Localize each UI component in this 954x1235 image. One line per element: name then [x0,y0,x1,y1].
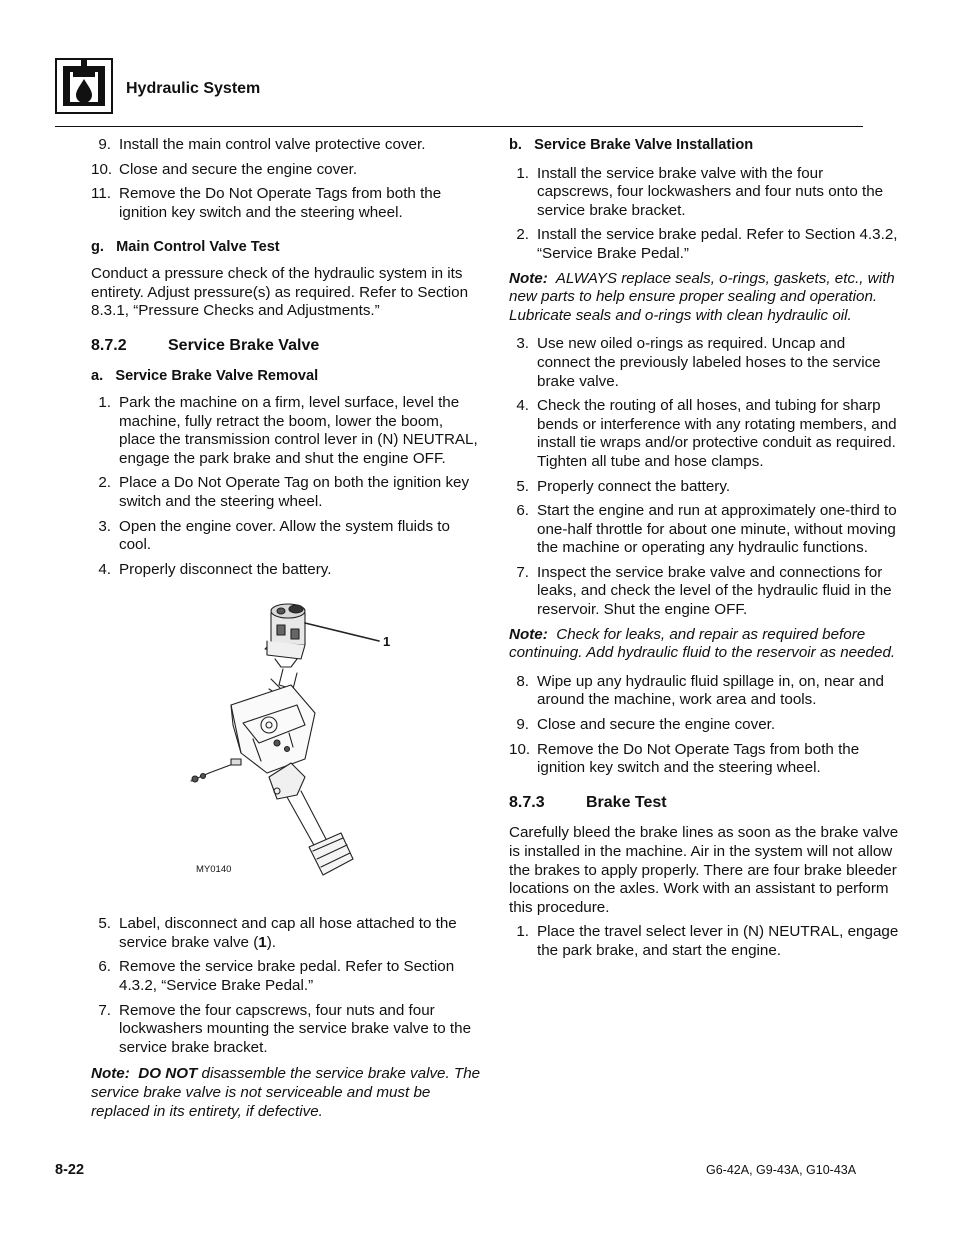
list-item-text: Close and secure the engine cover. [119,160,358,178]
list-item [509,716,899,735]
list-item [91,136,483,155]
list-item [509,478,899,497]
list-item [509,564,899,620]
list-item-number: 11. [91,185,111,203]
note-text: disassemble the service brake valve. The service brake valve is not serviceable and must be replaced in its entirety, if defective. [91,1065,481,1120]
step-list [509,923,899,960]
section-heading-872 [91,337,483,356]
step-list [91,136,483,222]
list-item-number: 5. [516,477,529,495]
callout-label: 1 [383,634,391,650]
list-item-number: 3. [516,335,529,353]
list-item [509,741,899,778]
list-item-bold-ref: 1 [258,933,267,951]
section-number: 8.7.2 [91,336,127,354]
paragraph: Carefully bleed the brake lines as soon as the brake valve is installed in the machine. Air in the system will not allow the brakes to apply properly. There are four brake bleeder locations on the axles. Work with an assistant to perform this procedure. [509,824,899,916]
step-list [91,915,483,1057]
list-item-text: Wipe up any hydraulic fluid spillage in, on, near and around the machine, work area and tools. [537,672,884,709]
list-item [509,335,899,391]
list-item-number: 3. [98,517,111,535]
service-brake-valve-figure [91,585,483,907]
list-item-number: 9. [516,716,529,734]
list-item [91,474,483,511]
list-item [91,161,483,180]
list-item-number: 1. [516,923,529,941]
list-item-text: Park the machine on a firm, level surface, level the machine, fully retract the boom, lower the boom, place the transmission control lever in (N) NEUTRAL, engage the park brake and shut the engine OFF. [119,393,478,467]
list-item-text: Properly connect the battery. [537,477,731,495]
list-item-number: 6. [516,502,529,520]
list-item [509,502,899,558]
list-item [509,673,899,710]
list-item-text: Properly disconnect the battery. [119,560,332,578]
list-item-text: ). [266,933,277,951]
list-item-text: Place a Do Not Operate Tag on both the ignition key switch and the steering wheel. [119,474,470,510]
list-item [509,226,899,263]
step-list [509,165,899,264]
brake-valve-illustration [91,585,483,907]
note-text: ALWAYS replace seals, o-rings, gaskets, etc., with new parts to help ensure proper sealing and operation. Lubricate seals and o-rings with clean hydraulic oil. [509,269,899,324]
list-item-number: 10. [91,160,113,178]
list-item-text: Inspect the service brake valve and connections for leaks, and check the level of the hydraulic fluid in the reservoir. Shut the engine OFF. [537,563,892,619]
list-item [91,1002,483,1058]
note-label: Note: [509,269,548,287]
list-item-number: 2. [98,474,111,492]
note-label: Note: DO NOT [91,1065,198,1083]
list-item-number: 10. [509,740,531,758]
list-item-number: 7. [98,1001,111,1019]
list-item [509,397,899,471]
list-item-number: 4. [98,560,111,578]
list-item-number: 2. [516,226,529,244]
list-item [91,958,483,995]
section-number: 8.7.3 [509,793,545,811]
list-item-text: Install the main control valve protective cover. [119,136,426,153]
list-item [91,561,483,580]
list-item-number: 6. [98,958,111,976]
hydraulic-system-icon [55,58,113,114]
header-divider [55,126,863,127]
section-heading-873 [509,794,899,813]
list-item [509,165,899,221]
list-item-text: Remove the four capscrews, four nuts and four lockwashers mounting the service brake valve to the service brake bracket. [119,1001,472,1056]
list-item-number: 8. [516,672,529,690]
step-list [509,673,899,778]
section-title: Brake Test [586,793,667,811]
list-item-text: Install the service brake pedal. Refer to Section 4.3.2, “Service Brake Pedal.” [537,226,898,262]
note [509,270,899,326]
list-item [91,394,483,468]
note-label: Note: [509,625,548,643]
list-item-text: Remove the Do Not Operate Tags from both the ignition key switch and the steering wheel. [537,740,860,777]
note [91,1065,483,1121]
list-item [91,915,483,952]
section-title: Service Brake Valve [168,336,320,354]
subheading-valve-installation: b. Service Brake Valve Installation [509,137,754,153]
list-item-text: Remove the service brake pedal. Refer to Section 4.3.2, “Service Brake Pedal.” [119,958,455,995]
list-item-number: 7. [516,563,529,581]
list-item-text: Place the travel select lever in (N) NEUTRAL, engage the park brake, and start the engine. [537,923,899,959]
list-item-text: Label, disconnect and cap all hose attached to the service brake valve ( [119,915,457,951]
subheading-valve-removal: a. Service Brake Valve Removal [91,368,319,385]
list-item-number: 5. [98,915,111,933]
list-item-number: 9. [98,136,111,153]
list-item [509,923,899,960]
page-number: 8-22 [55,1162,85,1178]
list-item-text: Close and secure the engine cover. [537,716,776,734]
step-list [91,394,483,579]
list-item-number: 4. [516,397,529,415]
list-item-number: 1. [516,164,529,182]
subheading-main-control-valve-test: g. Main Control Valve Test [91,239,280,256]
step-list [509,335,899,619]
list-item [91,185,483,222]
list-item-text: Install the service brake valve with the four capscrews, four lockwashers and four nuts onto the service brake bracket. [537,164,884,219]
note-text: Check for leaks, and repair as required before continuing. Add hydraulic fluid to the reservoir as needed. [509,625,896,662]
model-numbers: G6-42A, G9-43A, G10-43A [706,1163,857,1177]
note [509,626,899,663]
list-item [91,518,483,555]
figure-code: MY0140 [196,864,232,876]
list-item-text: Start the engine and run at approximately one-third to one-half throttle for about one minute, without moving the machine or operating any hydraulic functions. [537,502,897,557]
paragraph: Conduct a pressure check of the hydraulic system in its entirety. Adjust pressure(s) as required. Refer to Section 8.3.1, “Pressure Checks and Adjustments.” [91,264,469,320]
list-item-text: Check the routing of all hoses, and tubing for sharp bends or interference with any rotating members, and install tie wraps and/or protective conduit as required. Tighten all tube and hose clamps. [537,397,897,470]
right-column [509,136,899,967]
list-item-text: Open the engine cover. Allow the system fluids to cool. [119,517,450,554]
list-item-text: Remove the Do Not Operate Tags from both the ignition key switch and the steering wheel. [119,185,442,221]
section-header-title: Hydraulic System [126,80,261,97]
list-item-text: Use new oiled o-rings as required. Uncap and connect the previously labeled hoses to the service brake valve. [537,335,881,390]
list-item-number: 1. [98,393,111,411]
left-column [91,136,483,1131]
